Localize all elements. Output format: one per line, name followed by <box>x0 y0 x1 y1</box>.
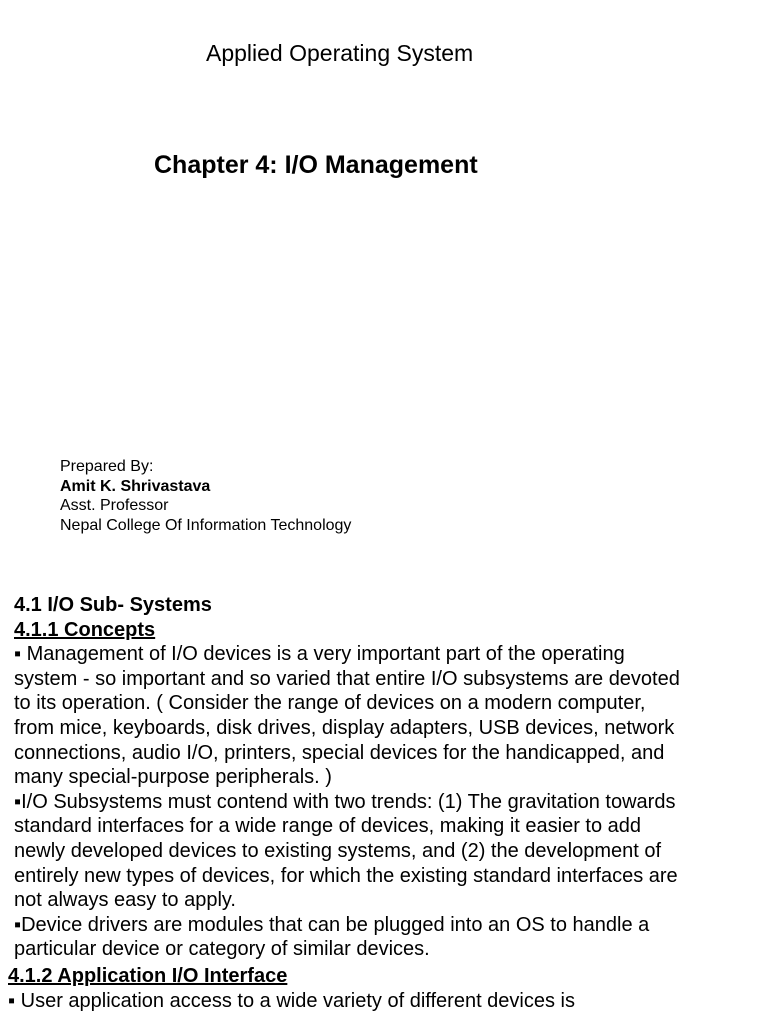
text-line: particular device or category of similar devices. <box>14 938 430 961</box>
subsection-heading-concepts: 4.1.1 Concepts <box>14 618 156 641</box>
chapter-title: Chapter 4: I/O Management <box>154 151 478 179</box>
text-line: ▪I/O Subsystems must contend with two trends: (1) The gravitation towards <box>14 790 676 813</box>
text-line: connections, audio I/O, printers, special devices for the handicapped, and <box>14 741 665 764</box>
text-line: from mice, keyboards, disk drives, display adapters, USB devices, network <box>14 716 675 739</box>
text-line: ▪ Management of I/O devices is a very important part of the operating <box>14 643 625 666</box>
text-line: newly developed devices to existing systems, and (2) the development of <box>14 839 662 862</box>
author-block <box>60 457 351 535</box>
text-line: many special-purpose peripherals. ) <box>14 766 332 789</box>
course-title: Applied Operating System <box>206 40 474 66</box>
subsection-heading-application-io: 4.1.2 Application I/O Interface <box>8 964 288 987</box>
author-position: Asst. Professor <box>60 497 169 514</box>
text-line: standard interfaces for a wide range of devices, making it easier to add <box>14 815 642 838</box>
author-institution: Nepal College Of Information Technology <box>60 516 352 534</box>
text-line: ▪Device drivers are modules that can be plugged into an OS to handle a <box>14 913 650 936</box>
author-name: Amit K. Shrivastava <box>60 477 211 495</box>
section-content <box>8 593 768 1013</box>
section-heading: 4.1 I/O Sub- Systems <box>14 594 212 616</box>
text-line: to its operation. ( Consider the range of devices on a modern computer, <box>14 692 646 715</box>
text-line: entirely new types of devices, for which the existing standard interfaces are <box>14 864 678 887</box>
text-line: system - so important and so varied that entire I/O subsystems are devoted <box>14 667 680 690</box>
prepared-by-label: Prepared By: <box>60 458 154 475</box>
text-line: not always easy to apply. <box>14 889 236 912</box>
text-line: ▪ User application access to a wide variety of different devices is <box>8 989 575 1012</box>
